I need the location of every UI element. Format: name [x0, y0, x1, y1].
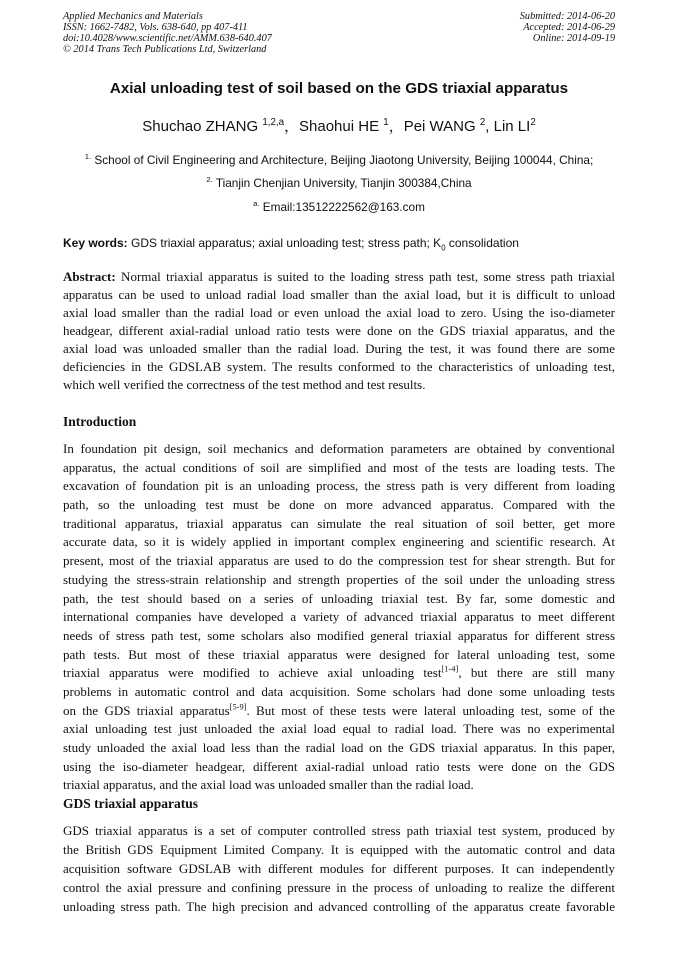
line-text: In foundation pit design, soil mechanics and deformation parameters are obtained by conventional: [63, 441, 615, 456]
line-text: Normal triaxial apparatus is suited to the loading stress path test, some stress path triaxial: [115, 269, 615, 284]
author-name: Shaohui HE: [299, 118, 384, 135]
line-text: apparatus, the actual conditions of soil are simplified and most of the tests are loading tests. The: [63, 459, 615, 475]
line-text: accurate data, so it is widely applied in important complex engineering and scientific research. At: [63, 534, 615, 550]
text-line: [63, 533, 615, 552]
text-line: [63, 608, 615, 627]
header-line: Accepted: 2014-06-29: [523, 22, 615, 33]
introduction-paragraph: [63, 440, 615, 795]
line-text: axial unloading test just unloaded the axial load equal to radial load. There was no experimental: [63, 721, 615, 737]
author-name: Lin LI: [493, 118, 531, 135]
keywords: [63, 236, 519, 252]
header-line: Applied Mechanics and Materials: [63, 11, 203, 22]
affiliation-text: School of Civil Engineering and Architecture, Beijing Jiaotong University, Beijing 100044, China;: [91, 153, 594, 167]
citation: [1-4]: [441, 663, 459, 674]
text-line: [63, 322, 615, 340]
line-text: triaxial apparatus, and the axial load was unloaded smaller than the radial load.: [63, 777, 474, 793]
line-text: , but there are still many: [458, 665, 615, 681]
header-line: doi:10.4028/www.scientific.net/AMM.638-640.407: [63, 33, 272, 44]
author-affiliation-mark: 1,2,a: [262, 117, 284, 128]
author-separator: ，: [284, 118, 300, 135]
author-separator: ，: [388, 118, 404, 135]
text-line: [63, 664, 615, 683]
line-text: excavation of foundation pit is an unloading process, the stress path is very different from loading: [63, 478, 615, 494]
section-heading-gds: GDS triaxial apparatus: [63, 796, 199, 811]
line-text: using the iso-diameter headgear, different axial-radial unload ratio tests were done on the GDS: [63, 758, 615, 774]
text-line: [63, 590, 615, 609]
header-line: © 2014 Trans Tech Publications Ltd, Switzerland: [63, 44, 267, 55]
text-line: [63, 440, 615, 459]
text-line: [63, 720, 615, 739]
text-line: [63, 627, 615, 646]
text-line: [63, 859, 615, 878]
line-text: study unloaded the axial load less than the radial load on the GDS triaxial apparatus. In this paper,: [63, 740, 615, 755]
line-text: GDS triaxial apparatus is a set of computer controlled stress path triaxial test system, produced by: [63, 823, 615, 838]
text-line: [63, 552, 615, 571]
line-text: triaxial apparatus were modified to achieve axial unloading test: [63, 665, 442, 681]
author-name: Shuchao ZHANG: [142, 118, 263, 135]
keywords-subscript: 0: [441, 243, 446, 253]
text-line: [63, 702, 615, 721]
author-separator: ,: [485, 118, 494, 135]
paper-title: Axial unloading test of soil based on the GDS triaxial apparatus: [109, 80, 569, 97]
affiliation-2: [0, 176, 678, 190]
affiliation-mark: a.: [253, 199, 260, 209]
submission-dates: [520, 11, 615, 44]
text-line: [63, 758, 615, 777]
line-text: control the axial pressure and confining pressure in the process of unloading to realize the different: [63, 880, 615, 895]
text-line: [63, 821, 615, 840]
text-line: [63, 515, 615, 534]
text-line: [63, 646, 615, 665]
section-heading-introduction: Introduction: [63, 414, 137, 429]
abstract: [63, 268, 615, 394]
author-list: [0, 115, 678, 136]
text-line: [63, 477, 615, 496]
text-line: [63, 358, 615, 376]
text-line: [63, 840, 615, 859]
line-text: studying the stress-strain relationship and strength properties of the soil under the unloading stress: [63, 571, 615, 587]
header-line: Online: 2014-09-19: [532, 33, 615, 44]
citation: [5-9]: [229, 701, 247, 712]
author-name: Pei WANG: [403, 118, 480, 135]
author-affiliation-mark: 2: [479, 117, 486, 128]
affiliation-1: [0, 153, 678, 167]
line-text: present, most of the triaxial apparatus are used to do the compression test for shear strength. But for: [63, 553, 615, 569]
journal-info: [63, 11, 272, 55]
text-line: [63, 304, 615, 322]
text-line: [63, 376, 615, 394]
line-text: axial load smaller than the radial load or even unload the axial load to zero. Using the iso-diameter: [63, 305, 615, 320]
author-affiliation-mark: 1: [383, 117, 389, 128]
keywords-label: Key words:: [63, 236, 128, 250]
line-text: path, so the unloading test must be done on more advanced apparatus. Compared with the: [63, 497, 615, 513]
abstract-label: Abstract:: [63, 269, 116, 284]
line-text: path, the test should based on a series of unloading triaxial test. By far, some domestic and: [63, 590, 615, 606]
affiliation-mark: 2.: [206, 175, 213, 185]
text-line: [63, 739, 615, 758]
affiliation-text: Tianjin Chenjian University, Tianjin 300384,China: [212, 176, 472, 190]
text-line: [63, 571, 615, 590]
text-line: [63, 683, 615, 702]
line-text: acquisition software GDSLAB with different modules for different purposes. It can independently: [63, 861, 615, 876]
text-line: [63, 286, 615, 304]
line-text: axial load was unloaded smaller than the radial load. During the test, it was found there are some: [63, 341, 615, 356]
gds-paragraph: [63, 821, 615, 916]
line-text: the British GDS Equipment Limited Company. It is equipped with the automatic control and data: [63, 842, 615, 857]
affiliation-mark: 1.: [84, 152, 92, 162]
line-text: international companies have developed a variety of advanced triaxial apparatus to meet different: [63, 609, 615, 625]
line-text: deficiencies in the GDSLAB system. The results conformed to the characteristics of unloading test,: [63, 359, 615, 374]
author-affiliation-mark: 2: [530, 117, 536, 128]
text-line: [63, 340, 615, 358]
line-text: needs of stress path test, some scholars also modified general triaxial apparatus for different stress: [63, 627, 615, 643]
header-line: ISSN: 1662-7482, Vols. 638-640, pp 407-411: [63, 22, 248, 33]
line-text: problems in automatic control and data acquisition. Some scholars had done some unloading tests: [63, 683, 615, 699]
line-text: which well verified the correctness of the test method and test results.: [63, 377, 426, 392]
line-text: traditional apparatus, triaxial apparatus can simulate the real situation of soil better, get more: [63, 515, 615, 531]
text-line: [63, 776, 615, 795]
text-line: [63, 268, 615, 286]
email: [0, 200, 678, 214]
line-text: headgear, different axial-radial unload ratio tests were done on the GDS triaxial apparatus, and the: [63, 323, 615, 338]
text-line: [63, 878, 615, 897]
line-text: on the GDS triaxial apparatus: [63, 702, 230, 718]
text-line: [63, 897, 615, 916]
email-text: Email:13512222562@163.com: [259, 200, 425, 214]
text-line: [63, 496, 615, 515]
line-text: path tests. But most of these triaxial apparatus were designed for lateral unloading test, some: [63, 646, 615, 662]
keywords-tail: consolidation: [445, 236, 519, 250]
header-line: Submitted: 2014-06-20: [519, 11, 615, 22]
line-text: . But most of these tests were lateral unloading test, some of the: [246, 702, 616, 718]
text-line: [63, 459, 615, 478]
line-text: unloading stress path. The high precision and advanced controlling of the apparatus create favorable: [63, 899, 615, 914]
keywords-text: GDS triaxial apparatus; axial unloading test; stress path; K: [127, 236, 442, 250]
line-text: apparatus can be used to unload radial load smaller than the axial load, but it is difficult to unload: [63, 287, 615, 302]
